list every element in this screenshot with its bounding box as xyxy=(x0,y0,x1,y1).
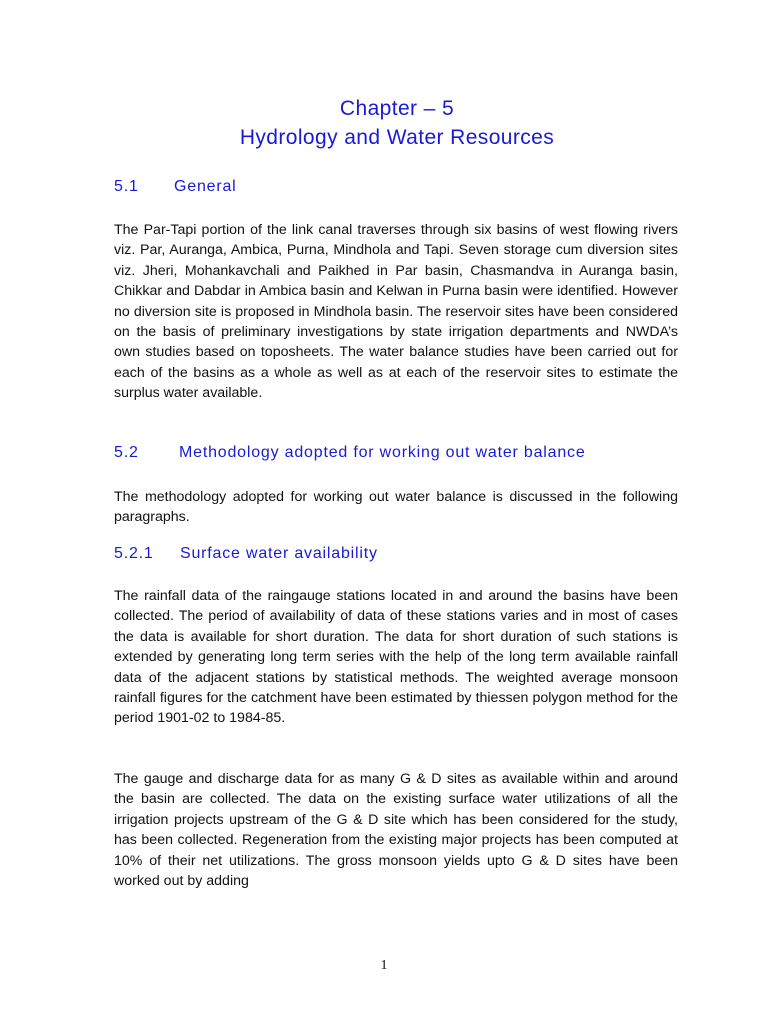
chapter-heading xyxy=(0,94,768,152)
chapter-label: Chapter – 5 xyxy=(339,97,455,120)
paragraph-general: The Par-Tapi portion of the link canal traverses through six basins of west flowing rivers viz. Par, Auranga, Ambica, Purna, Mindhola and Tapi. Seven storage cum diversion sites viz. Jheri, Mohankavchali and Paikhed in Par basin, Chasmandva in Auranga basin, Chikkar and Dabdar in Ambica basin and Kelwan in Purna basin were identified. However no diversion site is proposed in Mindhola basin. The reservoir sites have been considered on the basis of preliminary investigations by state irrigation departments and NWDA’s own studies based on toposheets. The water balance studies have been carried out for each of the basins as a whole as well as at each of the reservoir sites to estimate the surplus water available. xyxy=(114,222,678,402)
section-number: 5.2.1 xyxy=(114,545,154,562)
paragraph-methodology: The methodology adopted for working out water balance is discussed in the following paragraphs. xyxy=(114,489,678,526)
paragraph-gauge-discharge: The gauge and discharge data for as many G & D sites as available within and around the basin are collected. The data on the existing surface water utilizations of all the irrigation projects upstream of the G & D site which has been considered for the study, has been collected. Regeneration from the existing major projects has been computed at 10% of their net utilizations. The gross monsoon yields upto G & D sites have been worked out by adding xyxy=(114,771,678,890)
section-heading-5-2-1 xyxy=(114,545,378,563)
section-title: Surface water availability xyxy=(180,545,378,562)
paragraph-rainfall: The rainfall data of the raingauge stations located in and around the basins have been collected. The period of availability of data of these stations varies and in most of cases the data is available for short duration. The data for short duration of such stations is extended by generating long term series with the help of the long term available rainfall data of the adjacent stations by statistical methods. The weighted average monsoon rainfall figures for the catchment have been estimated by thiessen polygon method for the period 1901-02 to 1984-85. xyxy=(114,588,678,727)
page-number: 1 xyxy=(380,958,388,973)
section-heading-5-2 xyxy=(114,444,586,462)
section-number: 5.1 xyxy=(114,178,139,195)
chapter-title: Hydrology and Water Resources xyxy=(239,126,555,149)
section-title: General xyxy=(174,178,237,195)
section-heading-5-1 xyxy=(114,178,237,196)
section-title: Methodology adopted for working out water balance xyxy=(179,444,586,461)
section-number: 5.2 xyxy=(114,444,139,461)
